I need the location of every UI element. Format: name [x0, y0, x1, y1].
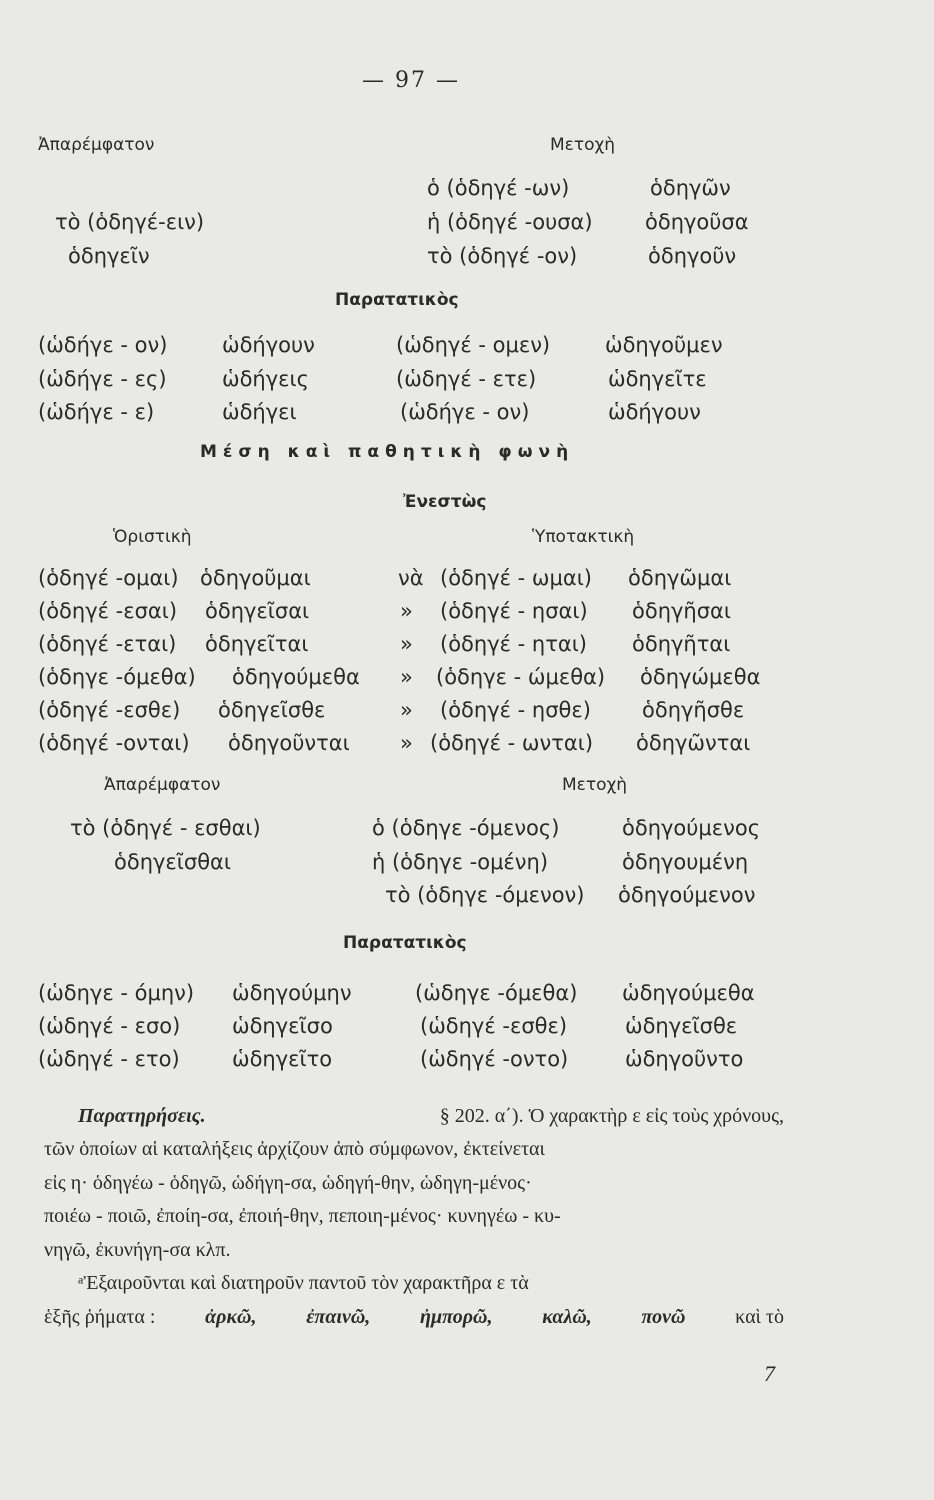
subjunctive-heading: Ὑποτακτικὴ [532, 527, 635, 547]
note-line-1 [78, 1106, 784, 1126]
present-result: ὁδηγοῦμαι [200, 566, 311, 590]
mp-participle-form: ὁ (ὁδηγε -όμενος) [372, 816, 560, 840]
imperfect-form: (ὡδήγε - ον) [400, 400, 530, 424]
present-form: (ὁδηγέ - ηται) [440, 632, 587, 656]
participle-result: ὁδηγοῦν [648, 244, 737, 268]
notes-line-5-text: νηγῶ, ἐκυνήγη-σα κλπ. [44, 1239, 231, 1261]
imperfect-result: ὡδηγοῦμεν [605, 333, 723, 357]
present-marker: » [400, 599, 413, 623]
verb-example: ἐπαινῶ, [306, 1306, 371, 1328]
mp-participle-form: ἡ (ὁδηγε -ομένη) [372, 850, 549, 874]
present-result: ὁδηγούμεθα [232, 665, 360, 689]
mp-imperfect-result: ὡδηγεῖτο [232, 1047, 333, 1071]
present-result: ὁδηγεῖσθε [218, 698, 326, 722]
mp-infinitive-heading: Ἀπαρέμφατον [104, 775, 221, 795]
present-heading: Ἐνεστὼς [403, 492, 487, 512]
participle-heading: Μετοχὴ [550, 135, 616, 155]
present-result: ὁδηγῶμαι [628, 566, 732, 590]
note-line-6 [78, 1273, 784, 1293]
verb-example: πονῶ [641, 1306, 686, 1328]
mp-participle-result: ὁδηγούμενος [622, 816, 761, 840]
mp-imperfect-result: ὡδηγούμεθα [622, 981, 755, 1005]
participle-form: ἡ (ὁδηγέ -ουσα) [427, 210, 593, 234]
imperfect-result: ὡδήγει [222, 400, 297, 424]
imperfect-result: ὡδήγουν [608, 400, 701, 424]
notes-line-7-start: ἑξῆς ῥήματα : [44, 1306, 156, 1328]
mp-infinitive-line-2: ὁδηγεῖσθαι [114, 850, 231, 874]
mp-imperfect-form: (ὡδηγέ -οντο) [420, 1047, 569, 1071]
verb-example: ἀρκῶ, [205, 1306, 257, 1328]
present-form: (ὁδηγέ - ησθε) [440, 698, 591, 722]
imperfect-heading: Παρατατικὸς [335, 290, 459, 310]
infinitive-line-2: ὁδηγεῖν [68, 244, 150, 268]
mp-participle-form: τὸ (ὁδηγε -όμενον) [385, 883, 585, 907]
present-form: (ὁδηγέ - ησαι) [440, 599, 588, 623]
present-form: (ὁδηγέ -εται) [38, 632, 177, 656]
present-result: ὁδηγῆσαι [632, 599, 732, 623]
page-number: — 97 — [362, 68, 460, 93]
present-result: ὁδηγῶνται [636, 731, 751, 755]
mp-imperfect-form: (ὡδηγέ - ετο) [38, 1047, 180, 1071]
participle-form: ὁ (ὁδηγέ -ων) [427, 176, 570, 200]
notes-line-4-text: ποιέω - ποιῶ, ἐποίη-σα, ἐποιή-θην, πεποιη-μένος· κυνηγέω - κυ- [44, 1205, 561, 1227]
notes-line-7-end: καὶ τὸ [735, 1306, 784, 1328]
present-form: (ὁδηγέ -εσαι) [38, 599, 178, 623]
imperfect-form: (ὡδήγε - ε) [38, 400, 155, 424]
present-result: ὁδηγεῖται [205, 632, 309, 656]
present-result: ὁδηγῆσθε [642, 698, 745, 722]
note-line-4 [44, 1206, 784, 1226]
mp-participle-result: ὁδηγούμενον [618, 883, 756, 907]
mp-imperfect-form: (ὡδηγέ - εσο) [38, 1014, 181, 1038]
note-line-3 [44, 1173, 784, 1193]
present-form: (ὁδηγέ - ωνται) [430, 731, 594, 755]
infinitive-line-1: τὸ (ὁδηγέ-ειν) [55, 210, 205, 234]
verb-example: ἠμπορῶ, [420, 1306, 493, 1328]
notes-line-1-text: § 202. α΄). Ὁ χαρακτὴρ ε εἰς τοὺς χρόνους, [439, 1105, 784, 1127]
note-line-7 [44, 1307, 784, 1327]
participle-result: ὁδηγῶν [650, 176, 731, 200]
mp-imperfect-result: ὡδηγοῦντο [625, 1047, 744, 1071]
signature-mark: 7 [764, 1361, 775, 1386]
notes-line-3-text: εἰς η· ὁδηγέω - ὁδηγῶ, ὡδήγη-σα, ὡδηγή-θην, ὡδηγη-μένος· [44, 1172, 532, 1194]
imperfect-form: (ὡδηγέ - ομεν) [396, 333, 551, 357]
imperfect-form: (ὡδήγε - ες) [38, 367, 167, 391]
note-line-5 [44, 1240, 784, 1260]
present-result: ὁδηγῆται [632, 632, 731, 656]
voice-title: Μέση καὶ παθητικὴ φωνὴ [200, 442, 575, 462]
mp-infinitive-line-1: τὸ (ὁδηγέ - εσθαι) [70, 816, 261, 840]
imperfect-form: (ὡδήγε - ον) [38, 333, 168, 357]
present-marker: » [400, 632, 413, 656]
mp-imperfect-result: ὡδηγεῖσθε [625, 1014, 738, 1038]
mp-imperfect-result: ὡδηγούμην [232, 981, 352, 1005]
imperfect-result: ὡδήγουν [222, 333, 315, 357]
imperfect-form: (ὡδηγέ - ετε) [396, 367, 537, 391]
present-marker: » [400, 665, 413, 689]
present-result: ὁδηγεῖσαι [205, 599, 310, 623]
present-form: (ὁδηγε - ώμεθα) [436, 665, 606, 689]
notes-line-6-text: ᵃἘξαιροῦνται καὶ διατηροῦν παντοῦ τὸν χαρακτῆρα ε τὰ [78, 1272, 529, 1294]
mp-participle-result: ὁδηγουμένη [622, 850, 749, 874]
mp-imperfect-heading: Παρατατικὸς [343, 933, 467, 953]
present-form: (ὁδηγέ -εσθε) [38, 698, 181, 722]
mp-participle-heading: Μετοχὴ [562, 775, 628, 795]
mp-imperfect-form: (ὡδηγε -όμεθα) [415, 981, 578, 1005]
present-marker: » [400, 698, 413, 722]
note-line-2 [44, 1139, 784, 1159]
present-form: (ὁδηγέ -ονται) [38, 731, 190, 755]
present-marker: » [400, 731, 413, 755]
participle-result: ὁδηγοῦσα [645, 210, 749, 234]
notes-line-2-text: τῶν ὁποίων αἱ καταλήξεις ἀρχίζουν ἀπὸ σύμφωνον, ἐκτείνεται [44, 1138, 545, 1160]
indicative-heading: Ὁριστικὴ [113, 527, 192, 547]
infinitive-heading: Ἀπαρέμφατον [38, 135, 155, 155]
mp-imperfect-result: ὡδηγεῖσο [232, 1014, 333, 1038]
imperfect-result: ὡδηγεῖτε [608, 367, 707, 391]
present-result: ὁδηγώμεθα [640, 665, 761, 689]
mp-imperfect-form: (ὡδηγέ -εσθε) [420, 1014, 568, 1038]
participle-form: τὸ (ὁδηγέ -ον) [427, 244, 578, 268]
present-form: (ὁδηγέ - ωμαι) [440, 566, 592, 590]
present-result: ὁδηγοῦνται [228, 731, 350, 755]
imperfect-result: ὡδήγεις [222, 367, 309, 391]
present-form: (ὁδηγέ -ομαι) [38, 566, 179, 590]
present-form: (ὁδηγε -όμεθα) [38, 665, 196, 689]
mp-imperfect-form: (ὡδηγε - όμην) [38, 981, 195, 1005]
present-marker: νὰ [398, 566, 424, 590]
verb-example: καλῶ, [542, 1306, 592, 1328]
notes-label: Παρατηρήσεις. [78, 1105, 206, 1127]
